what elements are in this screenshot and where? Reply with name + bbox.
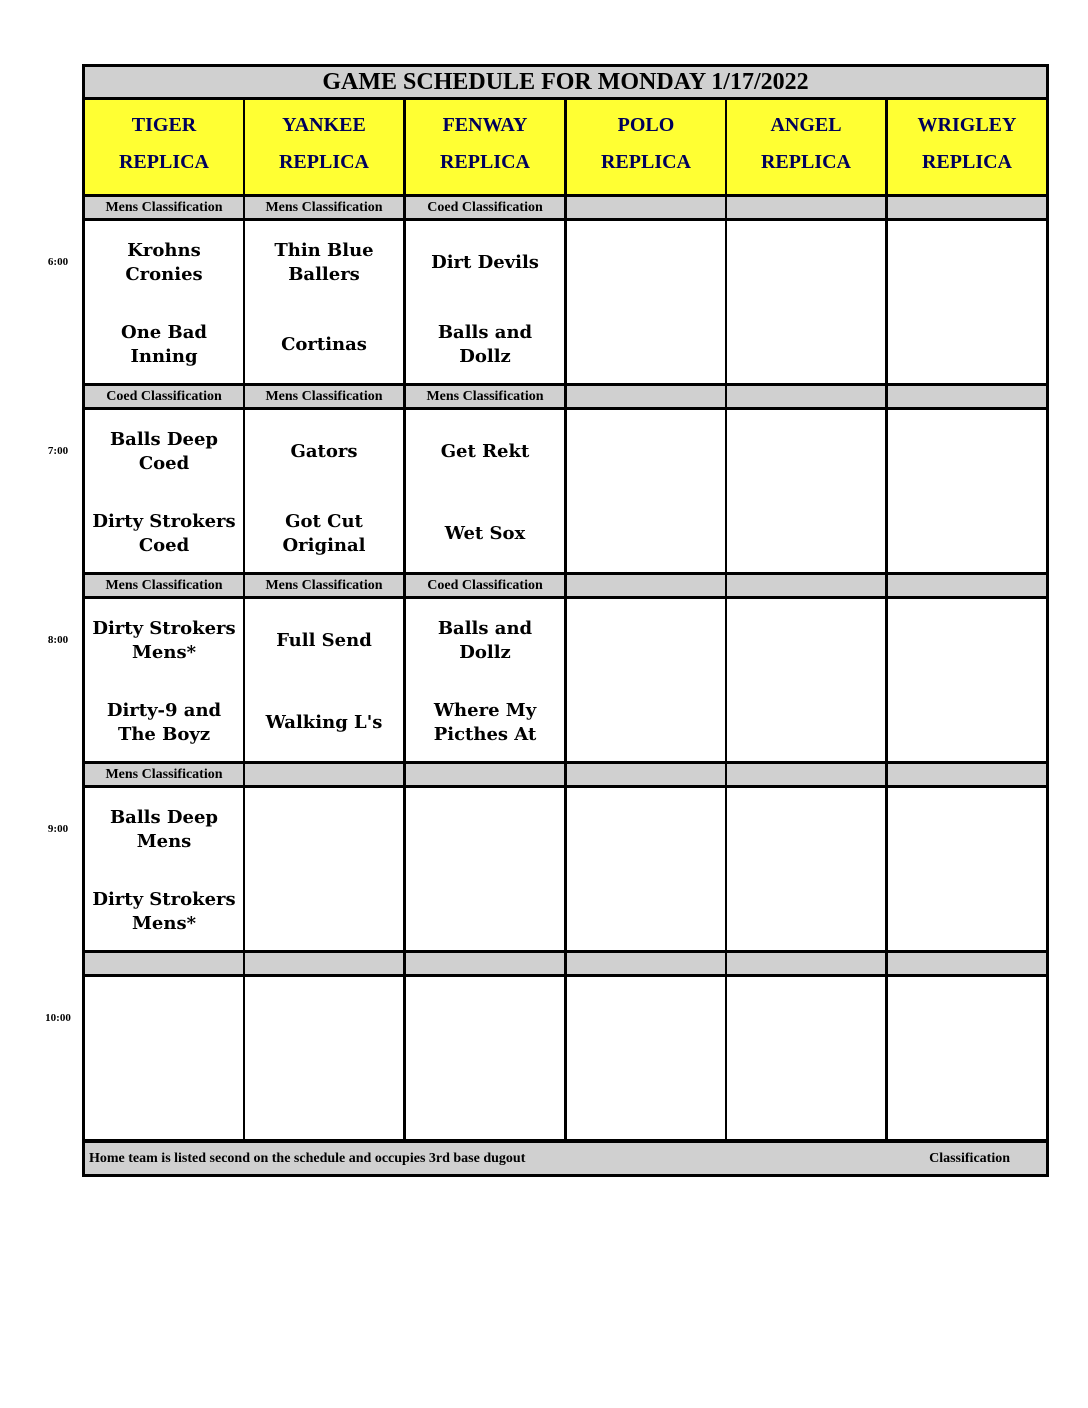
away-team <box>727 239 885 287</box>
footer-note: Home team is listed second on the schedule and occupies 3rd base dugout <box>89 1150 526 1166</box>
field-subtitle: REPLICA <box>921 151 1012 173</box>
away-team <box>406 806 564 854</box>
classification-label <box>245 764 403 785</box>
home-team: Dirty-9 and The Boyz <box>106 700 222 745</box>
game-cell <box>406 221 564 383</box>
home-team <box>727 699 885 747</box>
home-team <box>567 699 725 747</box>
away-team <box>567 995 725 1043</box>
field-subtitle: REPLICA <box>278 151 369 173</box>
home-team <box>567 1077 725 1125</box>
game-cell <box>406 977 564 1139</box>
home-team <box>727 888 885 936</box>
away-team: Thin Blue Ballers <box>274 240 374 285</box>
classification-label <box>727 386 885 407</box>
away-team <box>888 617 1046 665</box>
home-team: Got Cut Original <box>282 511 366 556</box>
away-team: Dirty Strokers Mens* <box>92 618 236 663</box>
time-label: 9:00 <box>47 823 69 835</box>
away-team <box>888 239 1046 287</box>
home-team: One Bad Inning <box>121 322 207 367</box>
home-team: Balls and Dollz <box>437 322 533 367</box>
schedule-table <box>82 64 1049 1177</box>
away-team <box>727 428 885 476</box>
home-team: Where My Picthes At <box>433 700 537 745</box>
game-cell <box>727 410 885 572</box>
away-team <box>727 617 885 665</box>
away-team <box>406 995 564 1043</box>
home-team <box>888 510 1046 558</box>
away-team <box>245 806 403 854</box>
game-cell <box>888 599 1046 761</box>
game-cell <box>85 977 243 1139</box>
page-title: GAME SCHEDULE FOR MONDAY 1/17/2022 <box>85 67 1046 97</box>
classification-label <box>567 386 725 407</box>
game-cell <box>406 788 564 950</box>
classification-label: Mens Classification <box>85 575 243 596</box>
classification-label <box>406 764 564 785</box>
game-cell <box>888 410 1046 572</box>
field-header-polo <box>567 100 725 194</box>
classification-label <box>406 953 564 974</box>
classification-label <box>245 953 403 974</box>
field-name: POLO <box>617 114 675 136</box>
field-header-tiger <box>85 100 243 194</box>
classification-label: Mens Classification <box>245 386 403 407</box>
game-cell <box>85 599 243 761</box>
field-name: TIGER <box>131 114 197 136</box>
away-team <box>727 806 885 854</box>
field-name: FENWAY <box>442 114 528 136</box>
classification-label <box>888 575 1046 596</box>
game-cell <box>727 221 885 383</box>
classification-label <box>567 764 725 785</box>
away-team <box>567 617 725 665</box>
field-name: YANKEE <box>282 114 366 136</box>
classification-label <box>567 197 725 218</box>
field-header-wrigley <box>888 100 1046 194</box>
game-cell <box>567 221 725 383</box>
field-subtitle: REPLICA <box>118 151 209 173</box>
home-team <box>567 888 725 936</box>
home-team <box>85 1077 243 1125</box>
game-cell <box>245 788 403 950</box>
classification-label <box>727 575 885 596</box>
field-header-angel <box>727 100 885 194</box>
game-cell <box>406 410 564 572</box>
away-team <box>888 995 1046 1043</box>
home-team <box>567 510 725 558</box>
game-cell <box>245 221 403 383</box>
home-team <box>406 888 564 936</box>
classification-label <box>727 764 885 785</box>
game-cell <box>245 410 403 572</box>
game-cell <box>245 977 403 1139</box>
time-label: 8:00 <box>47 634 69 646</box>
away-team: Balls Deep Mens <box>109 807 219 852</box>
game-cell <box>567 410 725 572</box>
field-subtitle: REPLICA <box>600 151 691 173</box>
game-cell <box>85 788 243 950</box>
classification-label: Coed Classification <box>85 386 243 407</box>
away-team: Gators <box>290 441 358 462</box>
classification-label <box>727 197 885 218</box>
away-team: Balls and Dollz <box>437 618 533 663</box>
away-team <box>567 428 725 476</box>
away-team <box>727 995 885 1043</box>
home-team <box>888 321 1046 369</box>
field-subtitle: REPLICA <box>439 151 530 173</box>
home-team: Walking L's <box>265 712 383 733</box>
home-team: Dirty Strokers Coed <box>92 511 236 556</box>
game-cell <box>888 788 1046 950</box>
game-cell <box>567 977 725 1139</box>
footer-classification: Classification <box>929 1150 1010 1166</box>
time-label: 7:00 <box>47 445 69 457</box>
home-team <box>567 321 725 369</box>
game-cell <box>727 599 885 761</box>
home-team <box>727 1077 885 1125</box>
classification-label <box>567 575 725 596</box>
home-team: Dirty Strokers Mens* <box>92 889 236 934</box>
field-name: WRIGLEY <box>917 114 1017 136</box>
game-cell <box>85 221 243 383</box>
footer-bar <box>85 1143 1046 1174</box>
time-label: 6:00 <box>47 256 69 268</box>
away-team <box>567 806 725 854</box>
away-team: Full Send <box>276 630 372 651</box>
away-team: Dirt Devils <box>431 252 539 273</box>
away-team <box>888 806 1046 854</box>
classification-label: Mens Classification <box>85 764 243 785</box>
field-header-yankee <box>245 100 403 194</box>
classification-label: Coed Classification <box>406 197 564 218</box>
home-team <box>727 321 885 369</box>
away-team <box>567 239 725 287</box>
home-team <box>245 888 403 936</box>
classification-label: Mens Classification <box>245 575 403 596</box>
classification-label: Mens Classification <box>406 386 564 407</box>
field-header-fenway <box>406 100 564 194</box>
game-cell <box>406 599 564 761</box>
classification-label <box>567 953 725 974</box>
game-cell <box>888 221 1046 383</box>
classification-label <box>888 386 1046 407</box>
classification-label <box>85 953 243 974</box>
home-team <box>888 1077 1046 1125</box>
game-cell <box>567 599 725 761</box>
classification-label: Mens Classification <box>245 197 403 218</box>
home-team <box>406 1077 564 1125</box>
away-team: Get Rekt <box>440 441 530 462</box>
classification-label <box>888 953 1046 974</box>
classification-label <box>727 953 885 974</box>
away-team: Krohns Cronies <box>125 240 203 285</box>
time-label: 10:00 <box>45 1012 71 1024</box>
home-team <box>727 510 885 558</box>
away-team: Balls Deep Coed <box>109 429 219 474</box>
home-team: Cortinas <box>281 334 367 355</box>
classification-label <box>888 764 1046 785</box>
game-cell <box>727 977 885 1139</box>
field-subtitle: REPLICA <box>760 151 851 173</box>
game-cell <box>567 788 725 950</box>
home-team <box>245 1077 403 1125</box>
home-team <box>888 888 1046 936</box>
away-team <box>85 995 243 1043</box>
game-cell <box>727 788 885 950</box>
home-team <box>888 699 1046 747</box>
game-cell <box>245 599 403 761</box>
classification-label: Coed Classification <box>406 575 564 596</box>
classification-label <box>888 197 1046 218</box>
away-team <box>245 995 403 1043</box>
field-name: ANGEL <box>770 114 842 136</box>
classification-label: Mens Classification <box>85 197 243 218</box>
game-cell <box>85 410 243 572</box>
home-team: Wet Sox <box>444 523 526 544</box>
game-cell <box>888 977 1046 1139</box>
away-team <box>888 428 1046 476</box>
